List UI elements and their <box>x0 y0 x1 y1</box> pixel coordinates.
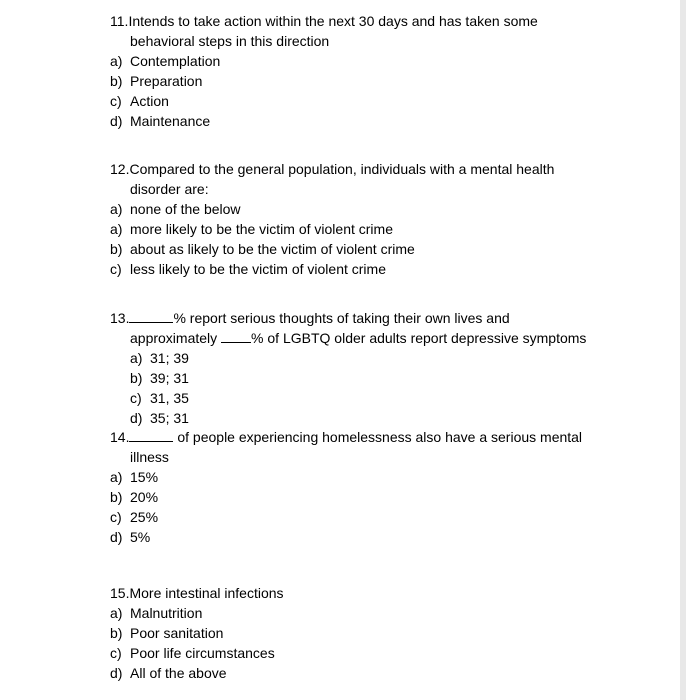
option-text: Malnutrition <box>130 605 203 621</box>
page-edge-divider <box>680 0 686 700</box>
option-d <box>110 408 586 428</box>
question-text-continued: disorder are: <box>130 181 209 197</box>
option-letter: b) <box>110 73 123 89</box>
option-letter: c) <box>130 390 142 406</box>
option-a <box>110 467 582 487</box>
option-text: Contemplation <box>130 53 221 69</box>
question-text-continued: illness <box>130 449 169 465</box>
option-text: 15% <box>130 469 159 485</box>
question-12 <box>110 159 554 279</box>
option-text: Poor sanitation <box>130 625 224 641</box>
question-14-stem <box>110 427 582 447</box>
option-letter: c) <box>110 261 122 277</box>
question-text-continued: behavioral steps in this direction <box>130 33 330 49</box>
fill-in-blank <box>221 329 251 343</box>
option-text: Preparation <box>130 73 203 89</box>
option-a <box>110 199 554 219</box>
option-text: more likely to be the victim of violent crime <box>130 221 393 237</box>
option-c <box>110 388 586 408</box>
fill-in-blank <box>129 428 173 442</box>
question-text: Compared to the general population, individuals with a mental health <box>129 161 555 177</box>
option-c <box>110 507 582 527</box>
option-text: none of the below <box>130 201 241 217</box>
option-letter: b) <box>110 241 123 257</box>
option-text: 31; 39 <box>150 350 189 366</box>
option-a <box>110 348 586 368</box>
option-letter: a) <box>110 469 123 485</box>
option-b <box>110 487 582 507</box>
option-letter: b) <box>110 489 123 505</box>
question-text: approximately <box>130 330 222 346</box>
option-letter: c) <box>110 645 122 661</box>
option-text: less likely to be the victim of violent crime <box>130 261 386 277</box>
question-13 <box>110 308 586 428</box>
option-a <box>110 51 538 71</box>
question-12-stem <box>110 159 554 179</box>
option-text: about as likely to be the victim of violent crime <box>130 241 415 257</box>
option-b <box>110 368 586 388</box>
option-letter: a) <box>110 221 123 237</box>
option-letter: a) <box>110 53 123 69</box>
option-text: Maintenance <box>130 113 211 129</box>
option-text: 35; 31 <box>150 410 189 426</box>
option-letter: b) <box>130 370 143 386</box>
option-text: All of the above <box>130 665 227 681</box>
option-d <box>110 111 538 131</box>
option-c <box>110 91 538 111</box>
question-number: 12. <box>110 161 130 177</box>
option-letter: d) <box>110 529 123 545</box>
question-number: 15. <box>110 585 130 601</box>
question-text: Intends to take action within the next 30 days and has taken some <box>128 13 538 29</box>
option-letter: d) <box>110 113 123 129</box>
question-14 <box>110 427 582 547</box>
question-13-stem <box>110 308 586 328</box>
option-text: 31, 35 <box>150 390 189 406</box>
question-text: % of LGBTQ older adults report depressive symptoms <box>251 330 587 346</box>
option-letter: c) <box>110 509 122 525</box>
option-a-2 <box>110 219 554 239</box>
option-letter: b) <box>110 625 123 641</box>
option-d <box>110 527 582 547</box>
question-11-stem <box>110 11 538 31</box>
option-c <box>110 643 284 663</box>
option-letter: d) <box>110 665 123 681</box>
option-letter: a) <box>110 605 123 621</box>
option-text: 39; 31 <box>150 370 189 386</box>
question-15 <box>110 583 284 683</box>
question-text-continued <box>110 328 586 348</box>
option-d <box>110 663 284 683</box>
question-11 <box>110 11 538 131</box>
option-letter: c) <box>110 93 122 109</box>
option-letter: d) <box>130 410 143 426</box>
question-number: 14. <box>110 429 130 445</box>
question-text: More intestinal infections <box>129 585 284 601</box>
option-b <box>110 623 284 643</box>
option-text: 20% <box>130 489 159 505</box>
option-text: 5% <box>130 529 151 545</box>
question-text: % report serious thoughts of taking their own lives and <box>173 310 510 326</box>
option-text: Poor life circumstances <box>130 645 275 661</box>
question-15-stem <box>110 583 284 603</box>
option-c <box>110 259 554 279</box>
option-b <box>110 239 554 259</box>
option-letter: a) <box>110 201 123 217</box>
option-text: Action <box>130 93 169 109</box>
option-letter: a) <box>130 350 143 366</box>
option-a <box>110 603 284 623</box>
option-text: 25% <box>130 509 159 525</box>
question-text: of people experiencing homelessness also have a serious mental <box>173 429 583 445</box>
question-number: 11. <box>110 13 129 29</box>
fill-in-blank <box>129 309 173 323</box>
option-b <box>110 71 538 91</box>
question-number: 13. <box>110 310 130 326</box>
